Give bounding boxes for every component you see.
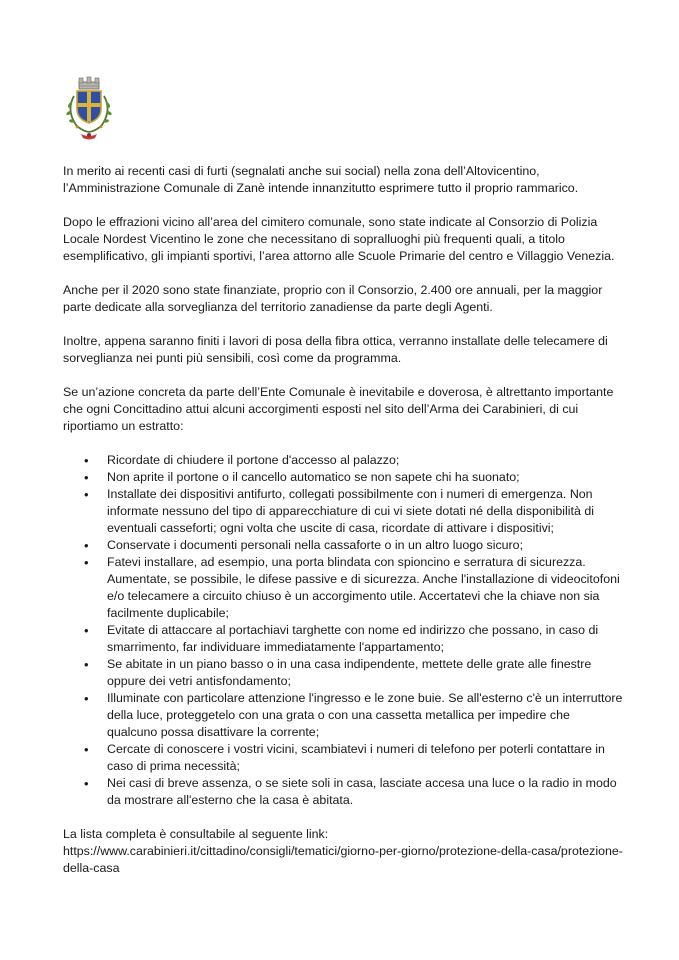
list-item: • Ricordate di chiudere il portone d'accesso al palazzo; [107, 452, 623, 469]
municipal-coat-of-arms-icon [62, 76, 116, 142]
list-item: • Evitate di attaccare al portachiavi targhette con nome ed indirizzo che possano, in caso di smarrimento, far individuare immediatamente l'appartamento; [107, 622, 623, 656]
list-item: • Installate dei dispositivi antifurto, collegati possibilmente con i numeri di emergenza. Non informate nessuno del tipo di apparecchiature di cui vi siete dotati né della disponibilità di eventuali casseforti; ogni volta che uscite di casa, ricordate di attivare i dispositivi; [107, 486, 623, 537]
list-item: • Fatevi installare, ad esempio, una porta blindata con spioncino e serratura di sicurezza. Aumentate, se possibile, le difese passive e di sicurezza. Anche l'installazione di videocitofoni e/o telecamere a circuito chiuso è un accorgimento utile. Accertatevi che la chiave non sia facilmente duplicabile; [107, 554, 623, 622]
paragraph-cameras: Inoltre, appena saranno finiti i lavori di posa della fibra ottica, verranno installate delle telecamere di sorveglianza nei punti più sensibili, così come da programma. [63, 334, 608, 365]
safety-tips-list [63, 452, 623, 809]
closing-intro: La lista completa è consultabile al seguente link: [63, 827, 329, 841]
list-item: • Se abitate in un piano basso o in una casa indipendente, mettete delle grate alle finestre oppure dei vetri antisfondamento; [107, 656, 623, 690]
list-item: • Conservate i documenti personali nella cassaforte o in un altro luogo sicuro; [107, 537, 623, 554]
letter-body [63, 163, 623, 877]
closing-section [63, 826, 623, 877]
list-item: • Illuminate con particolare attenzione l'ingresso e le zone buie. Se all'esterno c'è un interruttore della luce, proteggetelo con una grata o con una cassetta metallica per impedire che qualcuno possa disattivare la corrente; [107, 690, 623, 741]
paragraph-intro: In merito ai recenti casi di furti (segnalati anche sui social) nella zona dell’Altovicentino, l’Amministrazione Comunale di Zanè intende innanzitutto esprimere tutto il proprio rammarico. [63, 164, 579, 195]
list-item: • Cercate di conoscere i vostri vicini, scambiatevi i numeri di telefono per poterli contattare in caso di prima necessità; [107, 741, 623, 775]
paragraph-recommendations: Se un’azione concreta da parte dell’Ente Comunale è inevitabile e doverosa, è altrettanto importante che ogni Concittadino attui alcuni accorgimenti esposti nel sito dell’Arma dei Carabinieri, di cui riportiamo un estratto: [63, 385, 614, 433]
paragraph-funding: Anche per il 2020 sono state finanziate, proprio con il Consorzio, 2.400 ore annuali, per la maggior parte dedicate alla sorveglianza del territorio zanadiense da parte degli Agenti. [63, 283, 603, 314]
paragraph-cemetery-break-ins: Dopo le effrazioni vicino all’area del cimitero comunale, sono state indicate al Consorzio di Polizia Locale Nordest Vicentino le zone che necessitano di sopralluoghi più frequenti quali, a titolo esemplificativo, gli impianti sportivi, l’area attorno alle Scuole Primarie del centro e Villaggio Venezia. [63, 215, 615, 263]
carabinieri-link[interactable]: https://www.carabinieri.it/cittadino/consigli/tematici/giorno-per-giorno/protezione-della-casa/protezione-della-casa [63, 844, 623, 875]
list-item: • Nei casi di breve assenza, o se siete soli in casa, lasciate accesa una luce o la radio in modo da mostrare all'esterno che la casa è abitata. [107, 775, 623, 809]
list-item: • Non aprite il portone o il cancello automatico se non sapete chi ha suonato; [107, 469, 623, 486]
